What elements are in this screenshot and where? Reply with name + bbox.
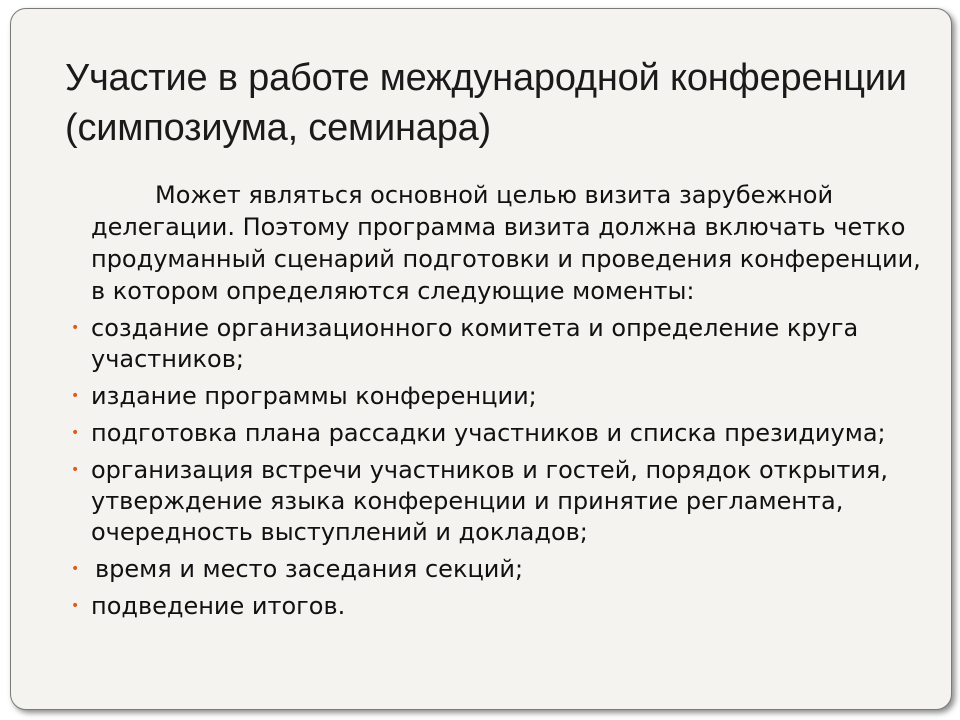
list-item: [71, 313, 931, 375]
bullet-icon: •: [71, 561, 80, 577]
list-item-text: время и место заседания секций;: [95, 555, 524, 583]
bullet-icon: •: [71, 425, 80, 441]
bullet-icon: •: [71, 462, 80, 478]
slide-body: [71, 179, 931, 628]
list-item: [71, 554, 931, 585]
slide-card: [10, 8, 952, 710]
bullet-icon: •: [71, 320, 80, 336]
slide-title: Участие в работе международной конференции (симпозиума, семинара): [65, 57, 907, 149]
bullet-icon: •: [71, 598, 80, 614]
list-item-text: организация встречи участников и гостей, порядок открытия, утверждение языка конференции и принятие регламента, очередность выступлений и докладов;: [91, 456, 888, 546]
bullet-icon: •: [71, 388, 80, 404]
list-item-text: создание организационного комитета и определение круга участников;: [91, 314, 859, 373]
intro-paragraph: Может являться основной целью визита зарубежной делегации. Поэтому программа визита должна включать четко продуманный сценарий подготовки и проведения конференции, в котором определяются следующие моменты:: [91, 181, 921, 305]
list-item: [71, 455, 931, 548]
list-item-text: издание программы конференции;: [91, 382, 537, 410]
list-item-text: подведение итогов.: [91, 592, 346, 620]
list-item: [71, 591, 931, 622]
list-item: [71, 418, 931, 449]
bullet-list: [71, 313, 931, 622]
list-item: [71, 381, 931, 412]
list-item-text: подготовка плана рассадки участников и списка президиума;: [91, 419, 886, 447]
